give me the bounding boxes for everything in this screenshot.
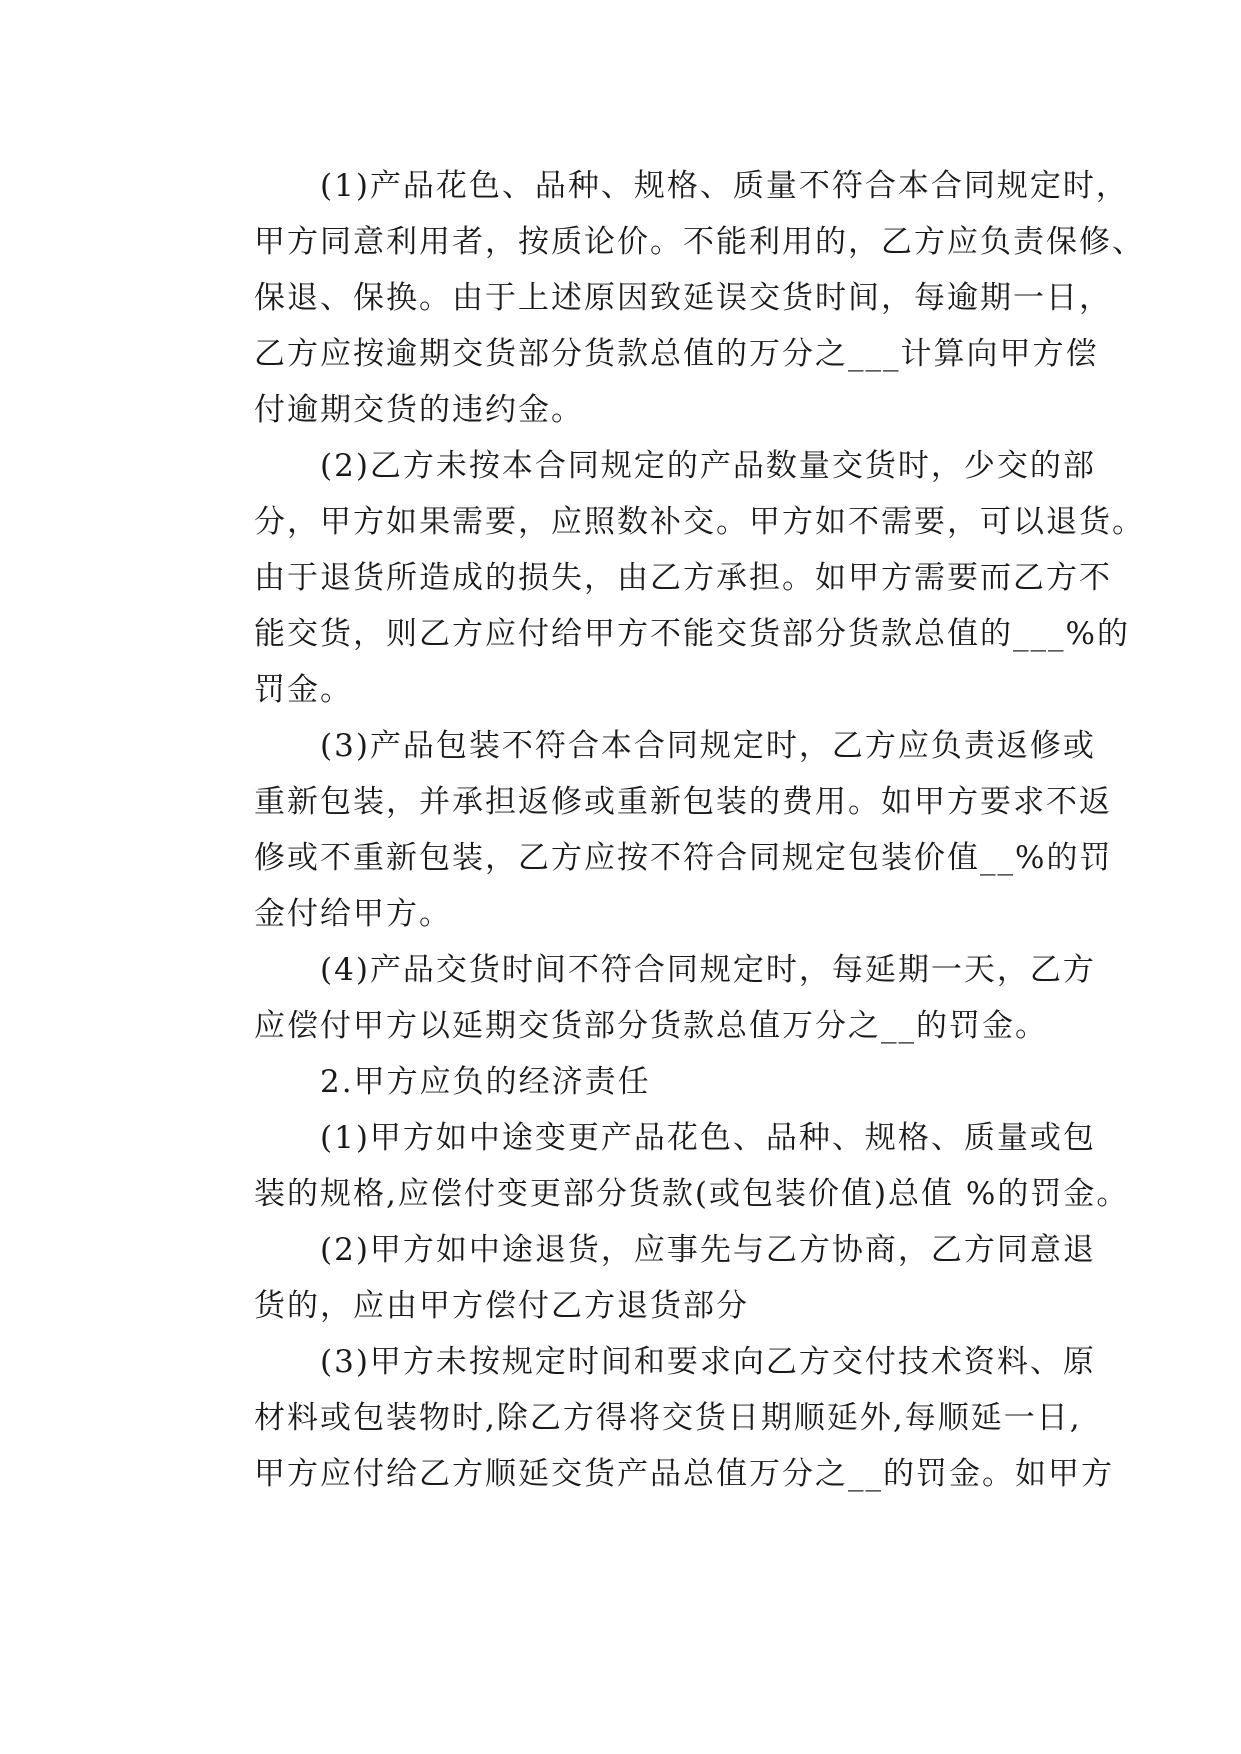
text-line: (1)产品花色、品种、规格、质量不符合本合同规定时， (320, 168, 1129, 204)
section-heading (188, 1054, 1056, 1110)
text-line: 材料或包装物时,除乙方得将交货日期顺延外,每顺延一日, (254, 1400, 1082, 1436)
text-line: 甲方应付给乙方顺延交货产品总值万分之__的罚金。如甲方 (254, 1456, 1114, 1492)
text-line: (2)甲方如中途退货，应事先与乙方协商，乙方同意退 (320, 1232, 1096, 1268)
paragraph-6 (188, 1222, 1096, 1334)
text-line: 金付给甲方。 (254, 896, 452, 932)
paragraph-3 (188, 718, 1113, 942)
text-line: 乙方应按逾期交货部分货款总值的万分之___计算向甲方偿 (254, 336, 1099, 372)
heading-line: 2.甲方应负的经济责任 (320, 1064, 651, 1100)
text-line: (3)甲方未按规定时间和要求向乙方交付技术资料、原 (320, 1344, 1096, 1380)
text-line: 货的，应由甲方偿付乙方退货部分 (254, 1288, 749, 1324)
paragraph-4 (188, 942, 1096, 1054)
text-line: (1)甲方如中途变更产品花色、品种、规格、质量或包 (320, 1120, 1096, 1156)
text-line: (3)产品包装不符合本合同规定时，乙方应负责返修或 (320, 728, 1096, 764)
text-line: 由于退货所造成的损失，由乙方承担。如甲方需要而乙方不 (254, 560, 1112, 596)
paragraph-1 (188, 158, 1145, 438)
text-line: 罚金。 (254, 672, 353, 708)
text-line: (2)乙方未按本合同规定的产品数量交货时，少交的部 (320, 448, 1096, 484)
text-line: 能交货，则乙方应付给甲方不能交货部分货款总值的___%的 (254, 616, 1130, 652)
paragraph-5 (188, 1110, 1130, 1222)
text-line: 应偿付甲方以延期交货部分货款总值万分之__的罚金。 (254, 1008, 1048, 1044)
text-line: 修或不重新包装，乙方应按不符合同规定包装价值__%的罚 (254, 840, 1113, 876)
paragraph-2 (188, 438, 1145, 718)
text-line: 甲方同意利用者，按质论价。不能利用的，乙方应负责保修、 (254, 224, 1145, 260)
text-line: 分，甲方如果需要，应照数补交。甲方如不需要，可以退货。 (254, 504, 1145, 540)
paragraph-7 (188, 1334, 1114, 1502)
text-line: 保退、保换。由于上述原因致延误交货时间，每逾期一日， (254, 280, 1112, 316)
text-line: 装的规格,应偿付变更部分货款(或包装价值)总值 %的罚金。 (254, 1176, 1130, 1212)
text-line: 重新包装，并承担返修或重新包装的费用。如甲方要求不返 (254, 784, 1112, 820)
text-line: (4)产品交货时间不符合同规定时，每延期一天，乙方 (320, 952, 1096, 988)
text-line: 付逾期交货的违约金。 (254, 392, 584, 428)
document-body (188, 158, 1145, 1502)
